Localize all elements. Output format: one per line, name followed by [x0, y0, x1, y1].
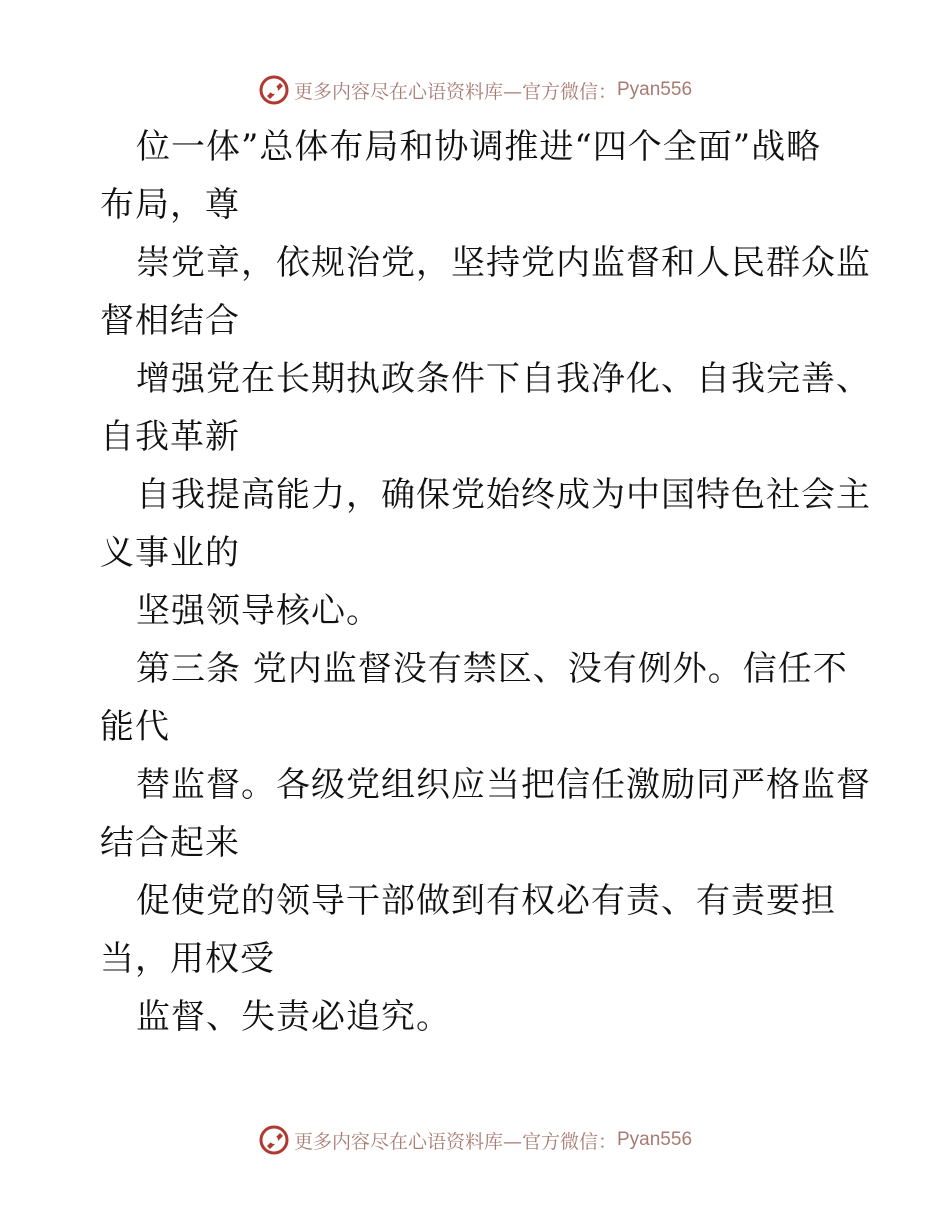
- text-line: 当，用权受: [100, 939, 275, 979]
- banner-wechat-id: Pyan556: [617, 1129, 693, 1150]
- text-line: 增强党在长期执政条件下自我净化、自我完善、: [136, 359, 871, 399]
- document-body: [100, 118, 871, 1046]
- text-line: 坚强领导核心。: [136, 591, 381, 631]
- footer-banner: [0, 1120, 950, 1160]
- text-line: 促使党的领导干部做到有权必有责、有责要担: [136, 881, 836, 921]
- text-line: 义事业的: [100, 533, 240, 573]
- banner-wechat-id: Pyan556: [617, 79, 693, 100]
- text-line: 布局，尊: [100, 185, 240, 225]
- text-line: 能代: [100, 707, 170, 747]
- text-line: 第三条 党内监督没有禁区、没有例外。信任不: [136, 649, 848, 689]
- banner-text: 更多内容尽在心语资料库—官方微信：: [293, 1130, 617, 1153]
- header-banner: [0, 70, 950, 110]
- text-line: 崇党章，依规治党，坚持党内监督和人民群众监: [136, 243, 871, 283]
- text-line: 自我提高能力，确保党始终成为中国特色社会主: [136, 475, 871, 515]
- pen-swirl-logo-icon: [258, 74, 290, 106]
- banner-text: 更多内容尽在心语资料库—官方微信：: [293, 80, 617, 103]
- text-line: 督相结合: [100, 301, 240, 341]
- text-line: 结合起来: [100, 823, 240, 863]
- text-line: 自我革新: [100, 417, 240, 457]
- text-line: 替监督。各级党组织应当把信任激励同严格监督: [136, 765, 871, 805]
- text-line: 位一体”总体布局和协调推进“四个全面”战略: [136, 127, 822, 167]
- text-line: 监督、失责必追究。: [136, 997, 451, 1037]
- pen-swirl-logo-icon: [258, 1124, 290, 1156]
